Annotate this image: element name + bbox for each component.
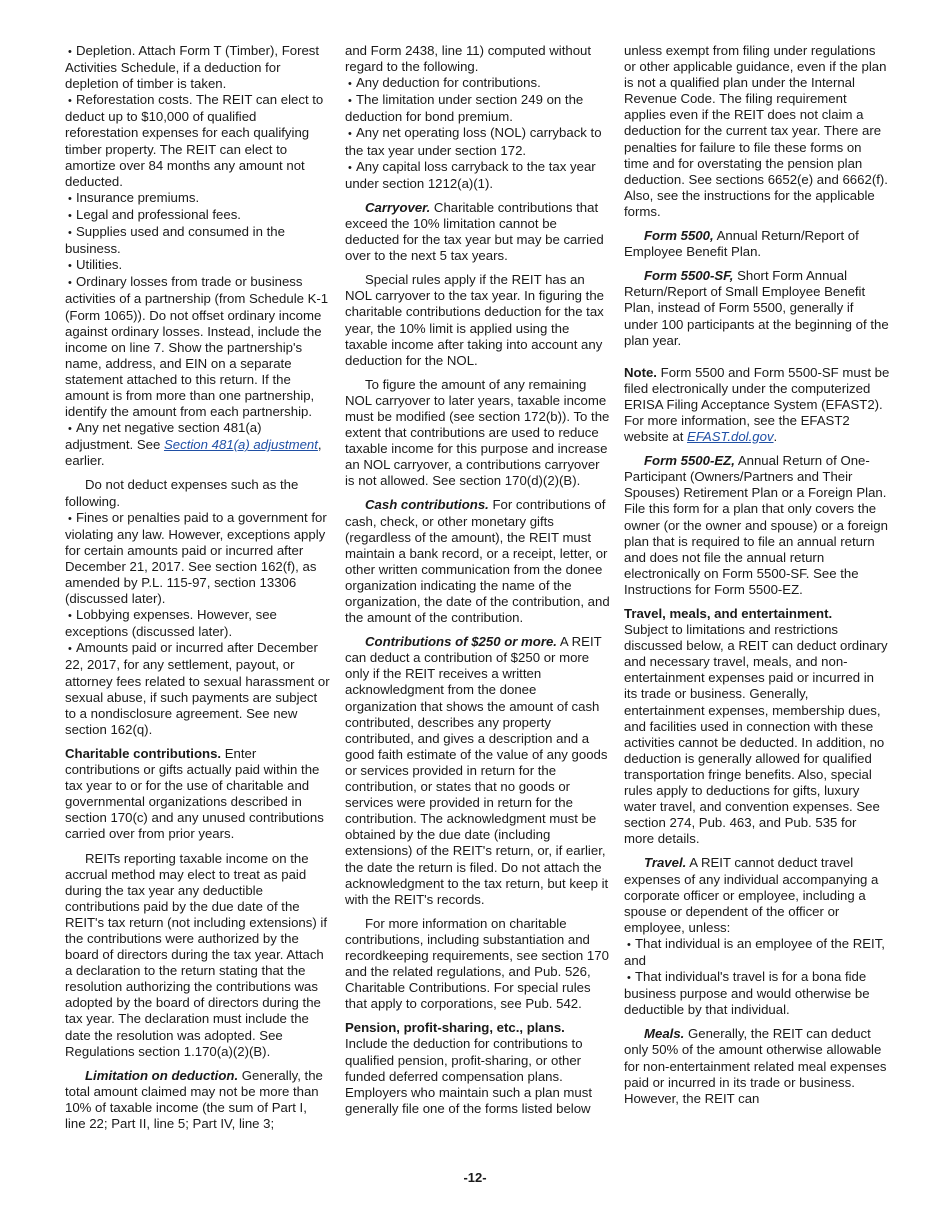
contributions-250-heading: Contributions of $250 or more. <box>365 634 557 650</box>
do-not-deduct-intro: Do not deduct expenses such as the following. <box>65 477 299 509</box>
charitable-paragraph <box>65 746 331 843</box>
net-negative-end: , earlier. <box>65 437 322 469</box>
form-5500-ez-paragraph <box>624 453 890 598</box>
cash-contributions-text: For contributions of cash, check, or other monetary gifts (regardless of the amount), the REIT must maintain a bank record, or a receipt, letter, or other written communication from the donee organization indicating the name of the organization, the date of the contribution, and the amount of the contribution. <box>345 497 610 626</box>
bullet-bona-fide: • That individual's travel is for a bona fide business purpose and would otherwise be deductible by that individual. <box>624 969 890 1018</box>
bullet-ordinary-losses: • Ordinary losses from trade or business activities of a partnership (from Schedule K-1 (Form 1065)). Do not offset ordinary income against ordinary losses. Instead, include the income on line 7. Show the partnership's name, address, and EIN on a separate statement attached to this return. If the amount is from more than one partnership, identify the amount from each partnership. <box>65 274 331 420</box>
travel-heading: Travel. <box>644 855 687 871</box>
bullet-capital-loss: • Any capital loss carryback to the tax year under section 1212(a)(1). <box>345 159 611 192</box>
bullet-supplies: • Supplies used and consumed in the business. <box>65 224 331 257</box>
travel-meals-heading: Travel, meals, and entertainment. <box>624 606 833 621</box>
bullet-nol: • Any net operating loss (NOL) carryback to the tax year under section 172. <box>345 125 611 158</box>
note-text: Form 5500 and Form 5500-SF must be filed electronically under the computerized ERISA Filing Acceptance System (EFAST2). For more information, see the EFAST2 website at <box>624 364 890 445</box>
carryover-text: Charitable contributions that exceed the 10% limitation cannot be deducted for the tax year but may be carried over to the next 5 tax years. <box>345 199 604 264</box>
cash-contributions-paragraph <box>345 497 611 626</box>
form-5500-text: Annual Return/Report of Employee Benefit Plan. <box>624 228 859 260</box>
form-5500-heading: Form 5500, <box>644 228 714 244</box>
continued-text: and Form 2438, line 11) computed without regard to the following. <box>345 43 592 75</box>
efast-link[interactable]: EFAST.dol.gov <box>687 429 774 445</box>
special-rules-paragraph: Special rules apply if the REIT has an NOL carryover to the tax year. In figuring the charitable contributions deduction for the tax year, the 10% limit is applied using the taxable income after taking into account any deduction for the NOL. <box>345 272 604 368</box>
note-paragraph <box>624 365 890 445</box>
figure-amount-paragraph: To figure the amount of any remaining NOL carryover to later years, taxable income must be modified (see section 172(b)). To the extent that contributions are used to reduce taxable income for this purpose and increase an NOL carryover, a contributions carryover is not allowed. See section 170(d)(2)(B). <box>345 376 610 489</box>
limitation-heading: Limitation on deduction. <box>85 1067 239 1083</box>
limitation-text: Generally, the total amount claimed may not be more than 10% of taxable income (the sum of Part I, line 22; Part II, line 5; Part IV, line 3; <box>65 1067 323 1131</box>
bullet-insurance: • Insurance premiums. <box>65 190 331 207</box>
carryover-heading: Carryover. <box>365 199 431 215</box>
note-end: . <box>773 429 778 445</box>
form-5500-sf-heading: Form 5500-SF, <box>644 268 734 284</box>
pension-heading: Pension, profit-sharing, etc., plans. <box>345 1020 565 1036</box>
form-5500-sf-text: Short Form Annual Return/Report of Small Employee Benefit Plan, instead of Form 5500, generally if under 100 participants at the beginning of the plan year. <box>624 268 889 348</box>
contributions-250-paragraph <box>345 634 611 908</box>
more-info-paragraph: For more information on charitable contributions, including substantiation and recordkeeping requirements, see section 170 and the related regulations, and Pub. 526, Charitable Contributions. For special rules that apply to corporations, see Pub. 542. <box>345 915 609 1012</box>
bullet-utilities: • Utilities. <box>65 257 331 274</box>
bullet-legal: • Legal and professional fees. <box>65 207 331 224</box>
bullet-lobbying: • Lobbying expenses. However, see exceptions (discussed later). <box>65 607 331 640</box>
column-2 <box>345 43 611 1125</box>
form-5500-ez-heading: Form 5500-EZ, <box>644 453 735 469</box>
pension-paragraph <box>345 1020 611 1117</box>
continued-text: unless exempt from filing under regulations or other applicable guidance, even if the plan is not a qualified plan under the Internal Revenue Code. The filing requirement applies even if the REIT does not claim a deduction for the current tax year. There are penalties for failure to file these forms on time and for overstating the pension plan deduction. See sections 6652(e) and 6662(f). Also, see the instructions for the applicable forms. <box>624 43 888 219</box>
meals-heading: Meals. <box>644 1026 685 1042</box>
travel-text: A REIT cannot deduct travel expenses of any individual accompanying a corporate officer or employee, including a spouse or dependent of the officer or employee, unless: <box>624 855 879 935</box>
bullet-amounts: • Amounts paid or incurred after December 22, 2017, for any settlement, payout, or attorney fees related to sexual harassment or sexual abuse, if such payments are subject to a nondisclosure agreement. See new section 162(q). <box>65 640 331 738</box>
section-481a-link[interactable]: Section 481(a) adjustment <box>163 437 318 453</box>
meals-text: Generally, the REIT can deduct only 50% of the amount otherwise allowable for non-entertainment related meal expenses paid or incurred in its trade or business. However, the REIT can <box>624 1026 887 1106</box>
page-number: -12- <box>463 1170 487 1185</box>
reits-accrual-paragraph: REITs reporting taxable income on the accrual method may elect to treat as paid during the tax year any deductible contributions paid by the due date of the REIT's tax return (not including extensions) if the contributions were authorized by the board of directors during the tax year. Attach a declaration to the return stating that the resolution authorizing the contributions was adopted by the board of directors during the tax year. The declaration must include the date the resolution was adopted. See Regulations section 1.170(a)(2)(B). <box>65 850 327 1059</box>
travel-paragraph <box>624 855 890 935</box>
bullet-limitation-249: • The limitation under section 249 on the deduction for bond premium. <box>345 92 611 125</box>
bullet-fines: • Fines or penalties paid to a government for violating any law. However, exceptions apply for certain amounts paid or incurred after December 21, 2017. See section 162(f), as amended by P.L. 115-97, section 13306 (discussed later). <box>65 510 331 608</box>
form-5500-paragraph <box>624 228 890 260</box>
limitation-paragraph <box>65 1068 331 1132</box>
net-negative-text: Any net negative section 481(a) adjustment. See <box>65 420 262 453</box>
column-3 <box>624 43 890 1115</box>
cash-contributions-heading: Cash contributions. <box>365 497 489 513</box>
bullet-net-negative <box>65 420 331 469</box>
note-heading: Note. <box>624 364 657 380</box>
form-5500-ez-text: Annual Return of One-Participant (Owners/Partners and Their Spouses) Retirement Plan or a Foreign Plan. File this form for a plan that only covers the owner (or the owner and spouse) or a foreign plan that is required to file an annual return and does not file the annual return electronically on Form 5500-SF. See the Instructions for Form 5500-EZ. <box>624 453 888 597</box>
travel-meals-text: Subject to limitations and restrictions discussed below, a REIT can deduct ordinary and necessary travel, meals, and non-entertainment expenses paid or incurred in its trade or business. Generally, entertainment expenses, membership dues, and facilities used in connection with these activities cannot be deducted. In addition, no deduction is generally allowed for qualified transportation fringe benefits. Also, special rules apply to deductions for gifts, luxury water travel, and convention expenses. See section 274, Pub. 463, and Pub. 535 for more details. <box>624 622 888 847</box>
bullet-contributions: • Any deduction for contributions. <box>345 75 611 92</box>
pension-text: Include the deduction for contributions to qualified pension, profit-sharing, or other funded deferred compensation plans. Employers who maintain such a plan must generally file one of the forms listed below <box>345 1036 593 1116</box>
form-5500-sf-paragraph <box>624 268 890 348</box>
bullet-employee: • That individual is an employee of the REIT, and <box>624 936 890 969</box>
meals-paragraph <box>624 1026 890 1106</box>
carryover-paragraph <box>345 200 611 264</box>
column-1 <box>65 43 331 1140</box>
charitable-heading: Charitable contributions. <box>65 745 222 761</box>
travel-meals-paragraph <box>624 606 890 847</box>
contributions-250-text: A REIT can deduct a contribution of $250 or more only if the REIT receives a written acknowledgment from the donee organization that shows the amount of cash contributed, describes any property contributed, and gives a description and a good faith estimate of the value of any goods or services provided in return for the contribution, or states that no goods or services were provided in return for the contribution. The acknowledgment must be obtained by the due date (including extensions) of the REIT's return, or, if earlier, the date the return is filed. Do not attach the acknowledgment to the tax return, but keep it with the REIT's records. <box>345 634 609 907</box>
bullet-depletion: • Depletion. Attach Form T (Timber), Forest Activities Schedule, if a deduction for depletion of timber is taken. <box>65 43 331 92</box>
bullet-reforestation: • Reforestation costs. The REIT can elect to deduct up to $10,000 of qualified reforestation expenses for each qualifying timber property. The REIT can elect to amortize over 84 months any amount not deducted. <box>65 92 331 190</box>
charitable-text: Enter contributions or gifts actually paid within the tax year to or for the use of charitable and governmental organizations described in section 170(c) and any unused contributions carried over from prior years. <box>65 745 324 842</box>
